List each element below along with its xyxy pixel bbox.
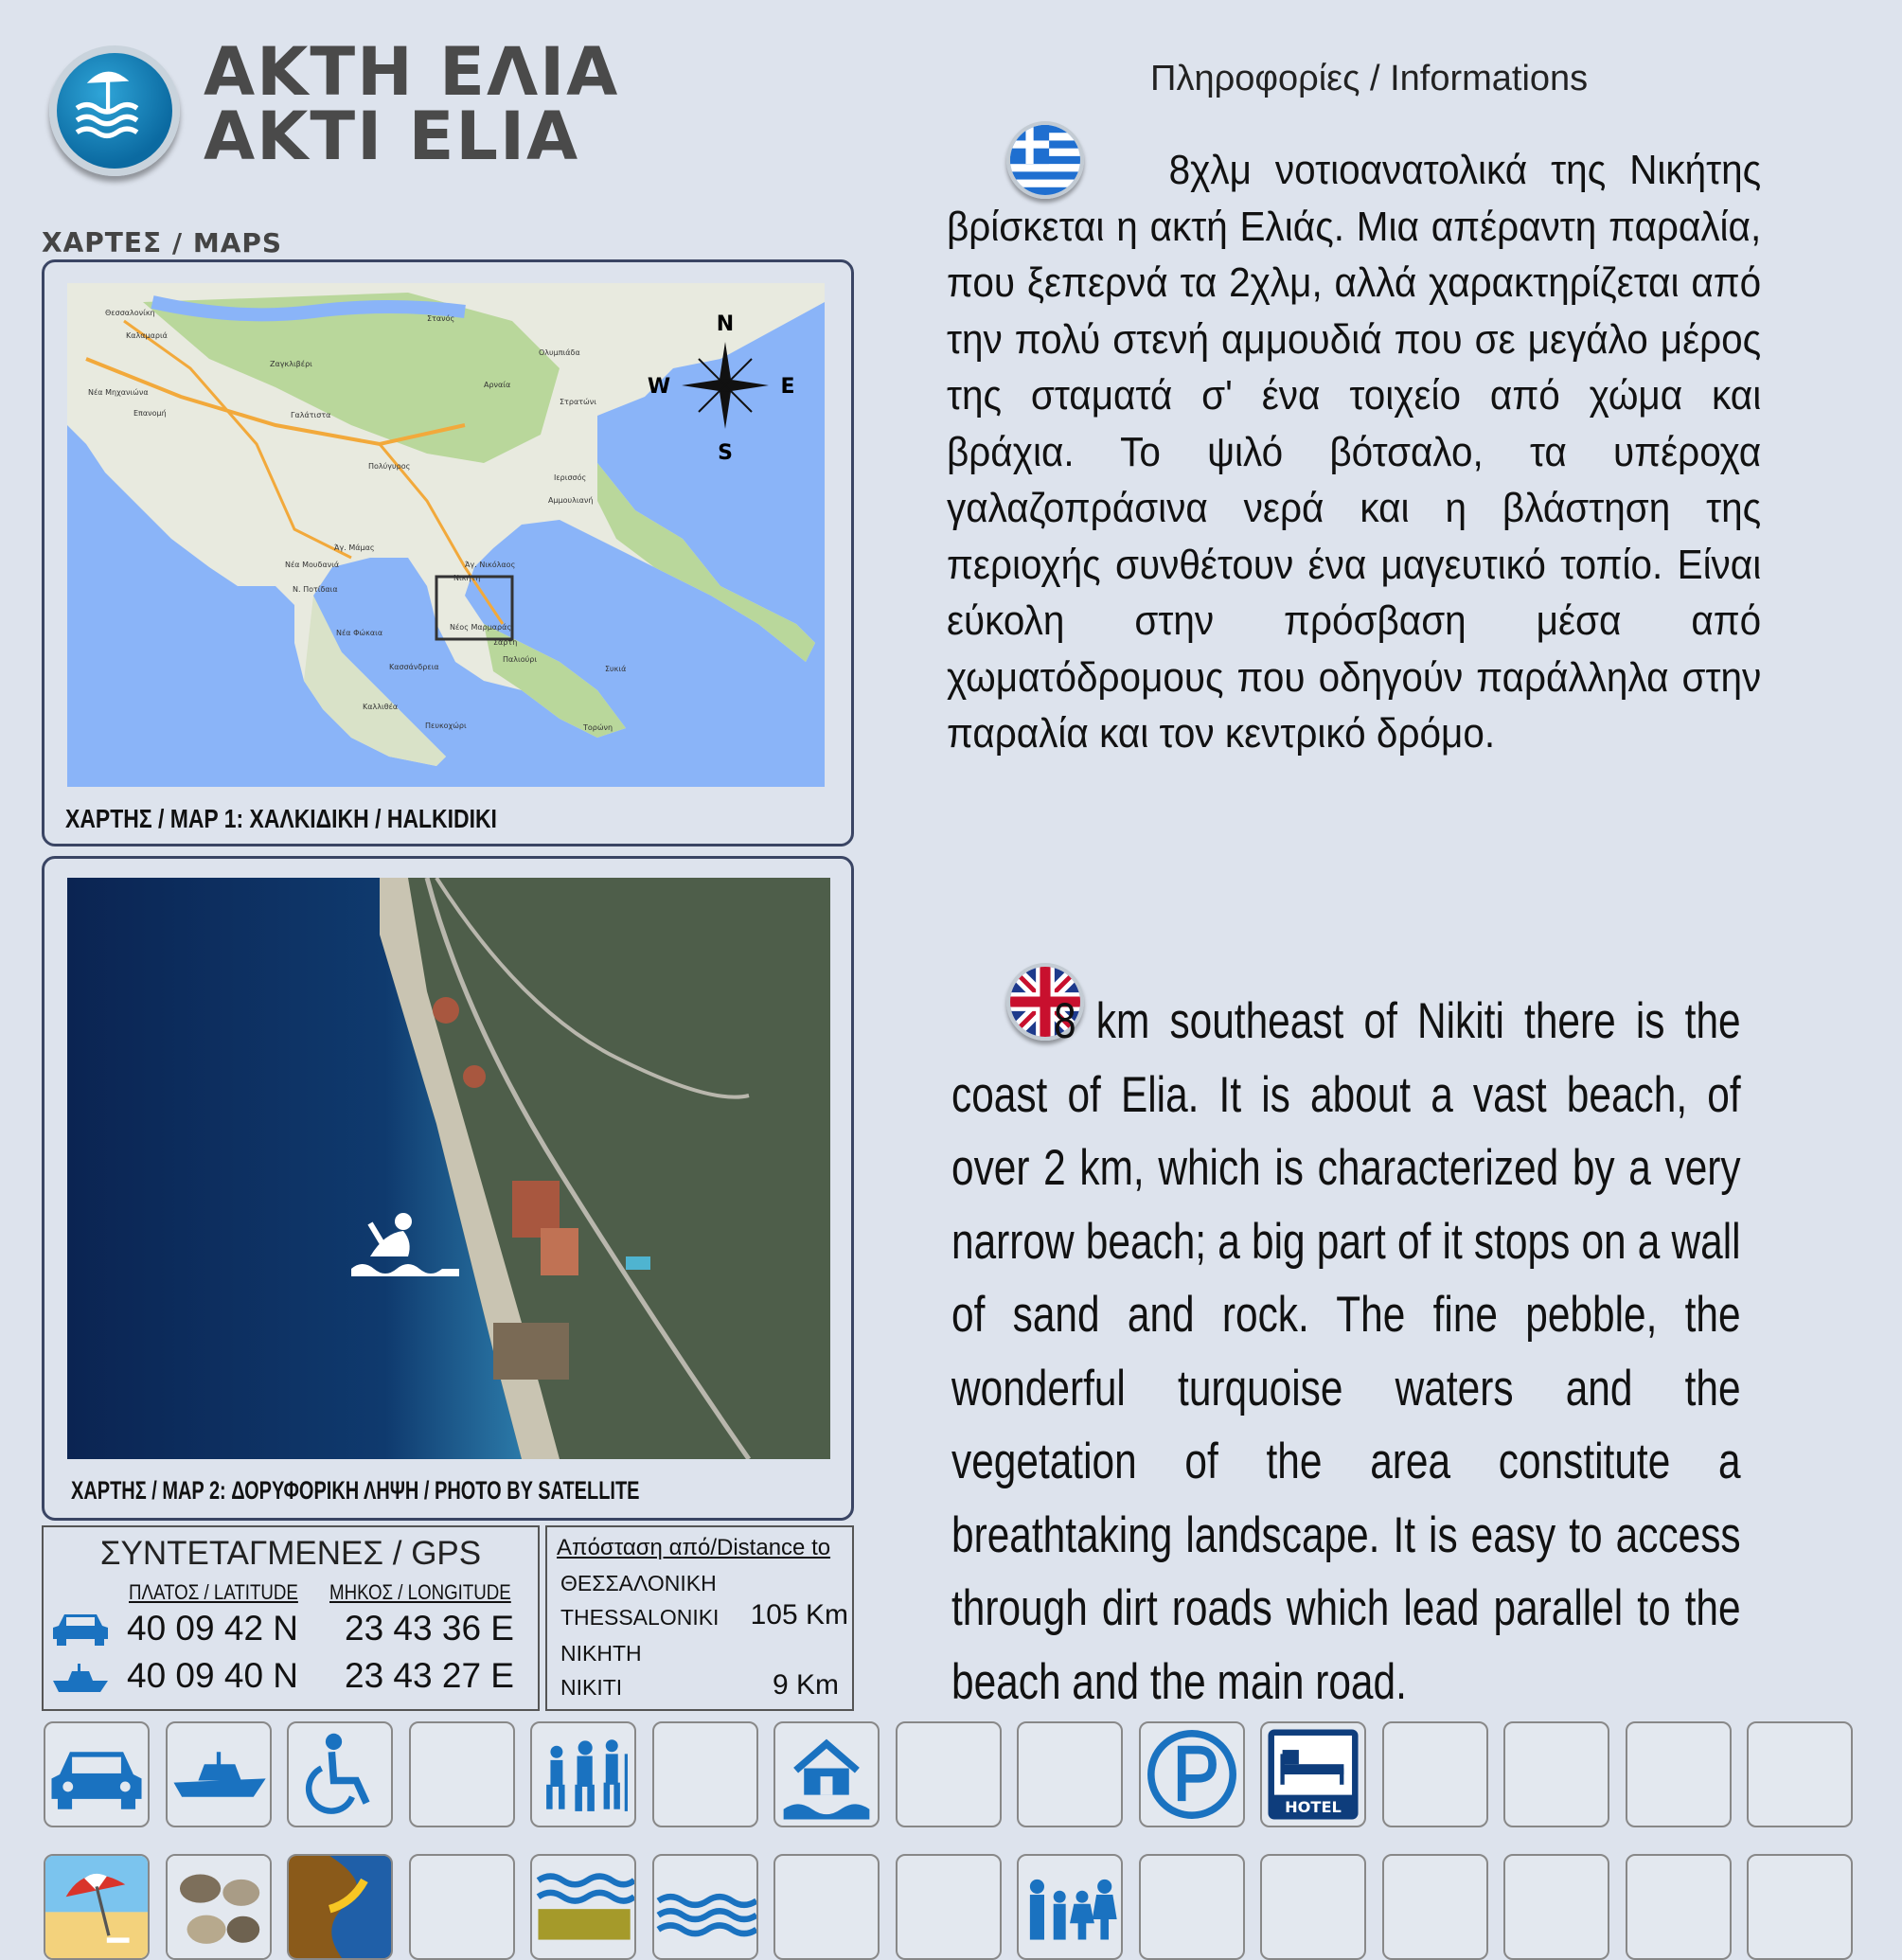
distance-nikiti-value: 9 Km — [772, 1669, 839, 1701]
map1-caption: ΧΑΡΤΗΣ / MAP 1: ΧΑΛΚΙΔΙΚΗ / HALKIDIKI — [65, 804, 497, 833]
maps-label: ΧΑΡΤΕΣ / MAPS — [42, 227, 283, 258]
map-place-label: Άγ. Νικόλαος — [465, 561, 516, 569]
empty-icon-slot — [1626, 1854, 1732, 1960]
gps-car-lat: 40 09 42 N — [127, 1609, 299, 1648]
compass-s: S — [718, 441, 733, 465]
map-place-label: Πευκοχώρι — [425, 722, 467, 730]
map-place-label: Νέα Φώκαια — [336, 629, 383, 637]
beach-logo-icon — [49, 45, 180, 176]
latitude-header: ΠΛΑΤΟΣ / LATITUDE — [129, 1580, 298, 1604]
hikers-icon — [530, 1721, 636, 1827]
distance-nikiti-gr: ΝΙΚΗΤΗ — [560, 1641, 642, 1666]
sandy-shore-icon — [530, 1854, 636, 1960]
map2-panel — [42, 856, 854, 1521]
map-place-label: Συκιά — [605, 665, 627, 673]
longitude-header: ΜΗΚΟΣ / LONGITUDE — [329, 1580, 511, 1604]
title-latin: AKTI ELIA — [204, 98, 580, 175]
map1-panel — [42, 259, 854, 846]
empty-icon-slot — [1626, 1721, 1732, 1827]
compass-w: W — [647, 375, 671, 399]
house-by-sea-icon — [773, 1721, 880, 1827]
map-place-label: Στρατώνι — [560, 398, 596, 406]
waves-icon — [652, 1854, 758, 1960]
empty-icon-slot — [1382, 1854, 1488, 1960]
map-place-label: Νικήτη — [453, 574, 481, 582]
empty-icon-slot — [896, 1854, 1002, 1960]
boat-icon — [166, 1721, 272, 1827]
distance-box — [545, 1525, 854, 1711]
title-greek: ΑΚΤΗ ΕΛΙΑ — [204, 33, 620, 111]
map-place-label: Αμμουλιανή — [548, 496, 594, 505]
compass-e: E — [780, 375, 795, 399]
map-place-label: Τορώνη — [583, 723, 613, 732]
empty-icon-slot — [1747, 1854, 1853, 1960]
map-place-label: Ολυμπιάδα — [539, 348, 580, 357]
empty-icon-slot — [896, 1721, 1002, 1827]
description-english — [951, 985, 1741, 1719]
map-place-label: Καλαμαριά — [126, 331, 168, 340]
empty-icon-slot — [652, 1721, 758, 1827]
satellite-image[interactable] — [67, 878, 830, 1459]
map-place-label: Ιερισσός — [554, 473, 587, 482]
gps-title: ΣΥΝΤΕΤΑΓΜΕΝΕΣ / GPS — [99, 1535, 482, 1572]
car-icon — [51, 1609, 110, 1647]
distance-nikiti-en: NIKITI — [560, 1675, 623, 1700]
map-place-label: Ν. Ποτίδαια — [293, 585, 338, 594]
description-greek-text: 8χλμ νοτιοανατολικά της Νικήτης βρίσκεται η ακτή Ελιάς. Μια απέραντη παραλία, που ξεπερνά τα 2χλμ, αλλά χαρακτηρίζεται από την πολύ στενή αμμουδιά που σε μεγάλο μέρος της σταματά σ' ένα τοιχείο από χώμα και βράχια. Το ψιλό βότσαλο, τα υπέροχα γαλαζοπράσινα νερά και η βλάστηση της περιοχής συνθέτουν ένα μαγευτικό τοπίο. Είναι εύκολη στην πρόσβαση μέσα από χωματόδρομους που οδηγούν παράλληλα στην παραλία και τον κεντρικό δρόμο. — [947, 147, 1762, 757]
empty-icon-slot — [1503, 1854, 1609, 1960]
map-place-label: Αρναία — [484, 381, 511, 389]
map-place-label: Καλλιθέα — [363, 703, 399, 711]
empty-icon-slot — [1139, 1854, 1245, 1960]
hotel-icon — [1260, 1721, 1366, 1827]
empty-icon-slot — [1503, 1721, 1609, 1827]
gps-car-lon: 23 43 36 E — [345, 1609, 514, 1648]
empty-icon-slot — [773, 1854, 880, 1960]
info-title: Πληροφορίες / Informations — [1150, 59, 1589, 98]
distance-title: Απόσταση από/Distance to — [557, 1535, 831, 1560]
description-english-text: 8 km southeast of Nikiti there is the coast of Elia. It is about a vast beach, of over 2 km, which is characterized by a very narrow beach; a big part of it stops on a wall of sand and rock. The fine pebble, the wonderful turquoise waters and the vegetation of the area constitute a breathtaking landscape. It is easy to access through dirt roads which lead parallel to the beach and the main road. — [951, 993, 1741, 1710]
map1-image[interactable] — [67, 283, 825, 787]
pebbles-icon — [166, 1854, 272, 1960]
map-place-label: Άγ. Μάμας — [334, 543, 375, 552]
map-place-label: Γαλάτιστα — [291, 411, 331, 419]
empty-icon-slot — [409, 1854, 515, 1960]
empty-icon-slot — [1747, 1721, 1853, 1827]
map-place-label: Κασσάνδρεια — [389, 663, 439, 671]
map-place-label: Πολύγυρος — [368, 462, 411, 471]
compass-n: N — [716, 312, 735, 336]
map-place-label: Θεσσαλονίκη — [105, 309, 155, 317]
empty-icon-slot — [409, 1721, 515, 1827]
parking-icon — [1139, 1721, 1245, 1827]
page-title — [204, 33, 620, 175]
map-place-label: Σάρτη — [493, 638, 518, 647]
svg-text:HOTEL: HOTEL — [1285, 1797, 1342, 1816]
map-place-label: Ζαγκλιβέρι — [270, 360, 312, 368]
distance-thessaloniki-value: 105 Km — [750, 1599, 848, 1630]
empty-icon-slot — [1017, 1721, 1123, 1827]
map-place-label: Νέα Μουδανιά — [285, 561, 340, 569]
map-place-label: Στανός — [427, 314, 455, 323]
map-place-label: Νέος Μαρμαράς — [450, 623, 512, 632]
map-place-label: Νέα Μηχανιώνα — [88, 388, 149, 397]
family-icon — [1017, 1854, 1123, 1960]
empty-icon-slot — [1382, 1721, 1488, 1827]
gps-boat-lat: 40 09 40 N — [127, 1656, 299, 1695]
map-place-label: Επανομή — [133, 409, 167, 418]
empty-icon-slot — [1260, 1854, 1366, 1960]
beach-umbrella-icon — [44, 1854, 150, 1960]
gps-coordinates-box — [42, 1525, 540, 1711]
description-greek — [947, 142, 1761, 762]
map-place-label: Παλιούρι — [503, 655, 538, 664]
cove-icon — [287, 1854, 393, 1960]
wheelchair-icon — [287, 1721, 393, 1827]
map2-caption: ΧΑΡΤΗΣ / MAP 2: ΔΟΡΥΦΟΡΙΚΗ ΛΗΨΗ / PHOTO BY SATELLITE — [71, 1476, 640, 1505]
distance-thessaloniki-gr: ΘΕΣΣΑΛΟΝΙΚΗ — [560, 1571, 717, 1595]
gps-boat-lon: 23 43 27 E — [345, 1656, 514, 1695]
boat-icon — [51, 1660, 110, 1694]
distance-thessaloniki-en: THESSALONIKI — [560, 1605, 720, 1630]
car-icon — [44, 1721, 150, 1827]
